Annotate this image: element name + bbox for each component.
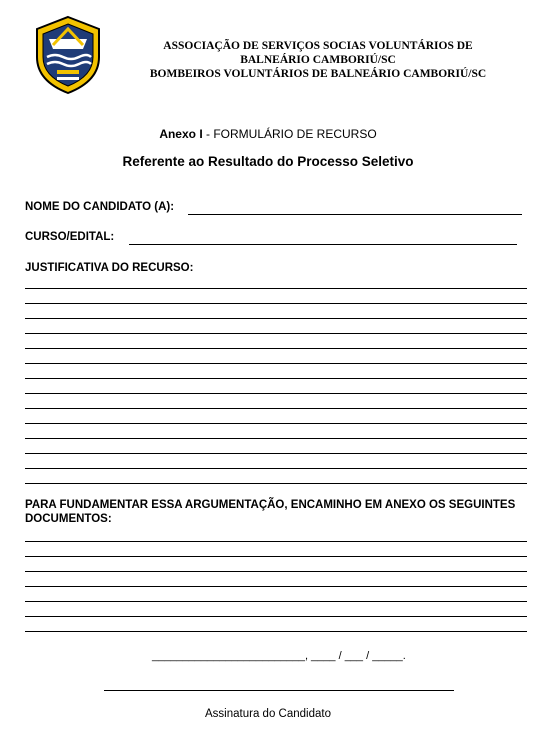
organization-header (118, 39, 518, 81)
place-date-line[interactable]: _________________________, ____ / ___ / _____. (152, 650, 406, 662)
documents-line[interactable] (25, 556, 527, 557)
justification-line[interactable] (25, 468, 527, 469)
justification-line[interactable] (25, 393, 527, 394)
signature-caption: Assinatura do Candidato (205, 708, 331, 720)
supporting-documents-label: PARA FUNDAMENTAR ESSA ARGUMENTAÇÃO, ENCAMINHO EM ANEXO OS SEGUINTES DOCUMENTOS: (25, 499, 516, 525)
candidate-name-label: NOME DO CANDIDATO (A): (25, 201, 175, 213)
justification-line[interactable] (25, 333, 527, 334)
candidate-name-line[interactable] (188, 214, 522, 215)
justification-line[interactable] (25, 363, 527, 364)
justification-line[interactable] (25, 408, 527, 409)
documents-line[interactable] (25, 616, 527, 617)
fire-brigade-emblem-icon (33, 15, 103, 95)
justification-line[interactable] (25, 483, 527, 484)
justification-line[interactable] (25, 288, 527, 289)
justification-line[interactable] (25, 348, 527, 349)
form-subtitle: Referente ao Resultado do Processo Seletivo (122, 154, 414, 169)
documents-line[interactable] (25, 631, 527, 632)
annex-number: Anexo I (159, 127, 203, 141)
header-line-2: BALNEÁRIO CAMBORIÚ/SC (240, 54, 396, 66)
justification-line[interactable] (25, 303, 527, 304)
signature-line[interactable] (104, 690, 454, 691)
documents-line[interactable] (25, 586, 527, 587)
course-edital-label: CURSO/EDITAL: (25, 231, 115, 243)
justification-line[interactable] (25, 378, 527, 379)
justification-line[interactable] (25, 423, 527, 424)
documents-line[interactable] (25, 541, 527, 542)
header-line-1: ASSOCIAÇÃO DE SERVIÇOS SOCIAS VOLUNTÁRIOS DE (163, 40, 473, 52)
documents-line[interactable] (25, 601, 527, 602)
documents-line[interactable] (25, 571, 527, 572)
justification-line[interactable] (25, 453, 527, 454)
annex-name: - FORMULÁRIO DE RECURSO (202, 127, 377, 141)
course-edital-line[interactable] (129, 244, 517, 245)
annex-title (0, 127, 536, 141)
justification-line[interactable] (25, 318, 527, 319)
header-line-3: BOMBEIROS VOLUNTÁRIOS DE BALNEÁRIO CAMBORIÚ/SC (149, 68, 487, 80)
justification-label: JUSTIFICATIVA DO RECURSO: (25, 262, 194, 274)
justification-line[interactable] (25, 438, 527, 439)
